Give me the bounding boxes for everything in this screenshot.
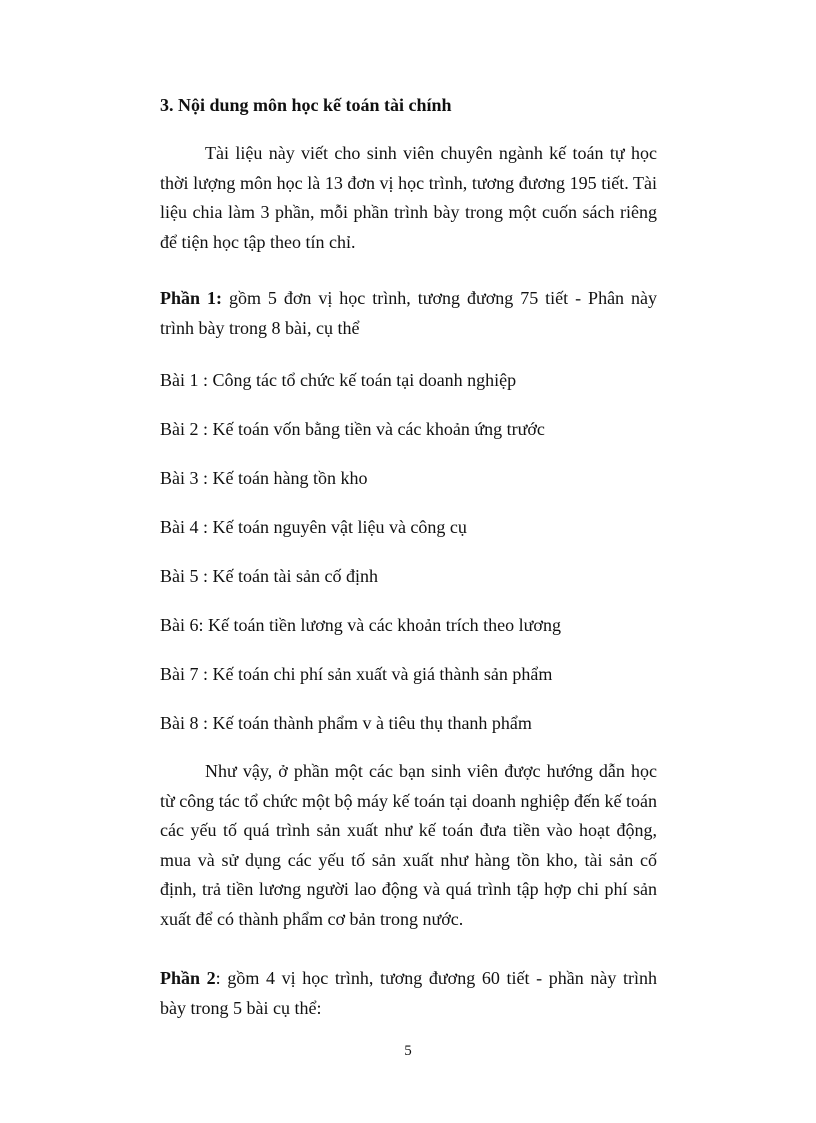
intro-paragraph: Tài liệu này viết cho sinh viên chuyên ngành kế toán tự học thời lượng môn học là 13 đơn vị học trình, tương đương 195 tiết. Tài liệu chia làm 3 phần, mỗi phần trình bày trong một cuốn sách riêng để tiện học tập theo tín chỉ. — [160, 143, 657, 252]
page-number: 5 — [404, 1043, 412, 1059]
summary-paragraph: Như vậy, ở phần một các bạn sinh viên được hướng dẫn học từ công tác tổ chức một bộ máy kế toán tại doanh nghiệp đến kế toán các yếu tố quá trình sản xuất như kế toán đưa tiền vào hoạt động, mua và sử dụng các yếu tố sản xuất như hàng tồn kho, tài sản cố định, trả tiền lương người lao động và quá trình tập hợp chi phí sản xuất để có thành phẩm cơ bản trong nước. — [160, 761, 657, 929]
lesson-item-8: Bài 8 : Kế toán thành phẩm v à tiêu thụ thanh phẩm — [160, 713, 532, 733]
lesson-list — [160, 366, 561, 758]
part1-paragraph — [160, 284, 657, 343]
lesson-item-1: Bài 1 : Công tác tổ chức kế toán tại doanh nghiệp — [160, 370, 517, 390]
lesson-item-7: Bài 7 : Kế toán chi phí sản xuất và giá thành sản phẩm — [160, 664, 553, 684]
lesson-item-6: Bài 6: Kế toán tiền lương và các khoản trích theo lương — [160, 615, 561, 635]
section-heading: 3. Nội dung môn học kế toán tài chính — [160, 95, 452, 115]
part1-text: gồm 5 đơn vị học trình, tương đương 75 tiết - Phân này trình bày trong 8 bài, cụ thể — [160, 288, 658, 338]
lesson-item-5: Bài 5 : Kế toán tài sản cố định — [160, 566, 378, 586]
part1-label: Phần 1: — [160, 288, 222, 308]
lesson-item-4: Bài 4 : Kế toán nguyên vật liệu và công cụ — [160, 517, 467, 537]
part2-label: Phần 2 — [160, 968, 216, 988]
part2-paragraph — [160, 964, 657, 1023]
lesson-item-3: Bài 3 : Kế toán hàng tồn kho — [160, 468, 368, 488]
lesson-item-2: Bài 2 : Kế toán vốn bằng tiền và các khoản ứng trước — [160, 419, 545, 439]
part2-text: : gồm 4 vị học trình, tương đương 60 tiết - phần này trình bày trong 5 bài cụ thể: — [160, 968, 657, 1018]
